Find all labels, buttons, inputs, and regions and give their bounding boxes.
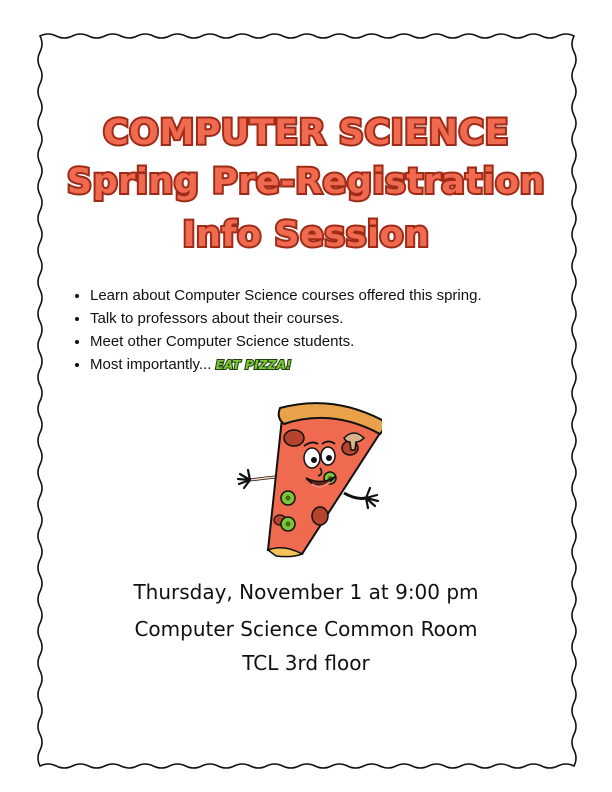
bullet-item	[70, 332, 570, 355]
bullet-text: Most importantly...	[90, 356, 212, 373]
event-floor: TCL 3rd floor	[242, 651, 370, 675]
bullet-item	[70, 309, 570, 332]
bullet-item	[70, 286, 570, 309]
bullet-item	[70, 355, 570, 378]
bullet-text: Talk to professors about their courses.	[90, 310, 344, 327]
eat-pizza-highlight: EAT PIZZA!	[215, 358, 292, 372]
event-datetime: Thursday, November 1 at 9:00 pm	[133, 580, 479, 604]
bullet-list	[70, 286, 570, 378]
pizza-illustration	[232, 398, 382, 558]
bullet-text: Learn about Computer Science courses offered this spring.	[90, 287, 482, 304]
title-line-2: Spring Pre-Registration	[66, 162, 546, 202]
title-line-3: Info Session	[182, 215, 430, 255]
title-line-1: COMPUTER SCIENCE	[103, 113, 509, 153]
event-location: Computer Science Common Room	[134, 617, 478, 641]
bullet-text: Meet other Computer Science students.	[90, 333, 355, 350]
